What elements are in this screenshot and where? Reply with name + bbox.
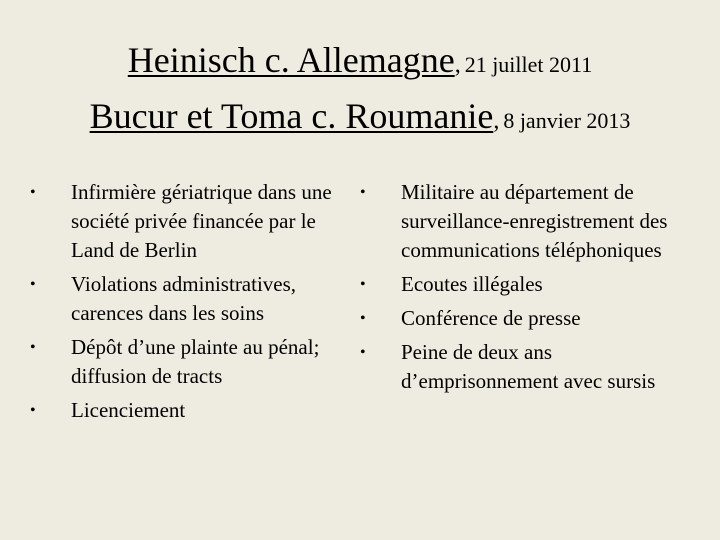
- case-name-heinisch: Heinisch c. Allemagne: [127, 40, 455, 80]
- list-item-text: Infirmière gériatrique dans une société privée financée par le Land de Berlin: [71, 180, 332, 262]
- list-item-text: Ecoutes illégales: [401, 272, 543, 296]
- list-item-text: Dépôt d’une plainte au pénal; diffusion de tracts: [71, 335, 320, 388]
- list-item-text: Militaire au département de surveillance-enregistrement des communications téléphoniques: [401, 180, 668, 262]
- list-item-text: Violations administratives, carences dans les soins: [71, 272, 297, 325]
- title-line-heinisch: [0, 36, 720, 92]
- case-date-bucur: 8 janvier 2013: [503, 108, 631, 133]
- bullet-icon: •: [360, 276, 366, 293]
- list-item: [26, 396, 346, 425]
- list-item-text: Licenciement: [71, 398, 186, 422]
- list-item: [26, 178, 346, 265]
- list-item: [356, 270, 696, 299]
- title-line-bucur: [0, 92, 720, 148]
- case-name-bucur: Bucur et Toma c. Roumanie: [89, 96, 494, 136]
- bullet-icon: •: [360, 344, 366, 361]
- bullet-icon: •: [360, 184, 366, 201]
- list-item: [26, 270, 346, 328]
- list-item: [356, 178, 696, 265]
- list-item-text: Conférence de presse: [401, 306, 581, 330]
- right-column-list: [356, 178, 696, 401]
- bullet-icon: •: [30, 339, 36, 356]
- list-item: [356, 304, 696, 333]
- list-item-text: Peine de deux ans d’emprisonnement avec sursis: [401, 340, 656, 393]
- list-item: [356, 338, 696, 396]
- bullet-icon: •: [30, 276, 36, 293]
- slide-title: [0, 36, 720, 148]
- title-separator: ,: [493, 108, 500, 134]
- list-item: [26, 333, 346, 391]
- left-column-list: [26, 178, 346, 430]
- bullet-icon: •: [360, 310, 366, 327]
- bullet-icon: •: [30, 402, 36, 419]
- case-date-heinisch: 21 juillet 2011: [464, 52, 593, 77]
- title-separator: ,: [454, 52, 461, 78]
- bullet-icon: •: [30, 184, 36, 201]
